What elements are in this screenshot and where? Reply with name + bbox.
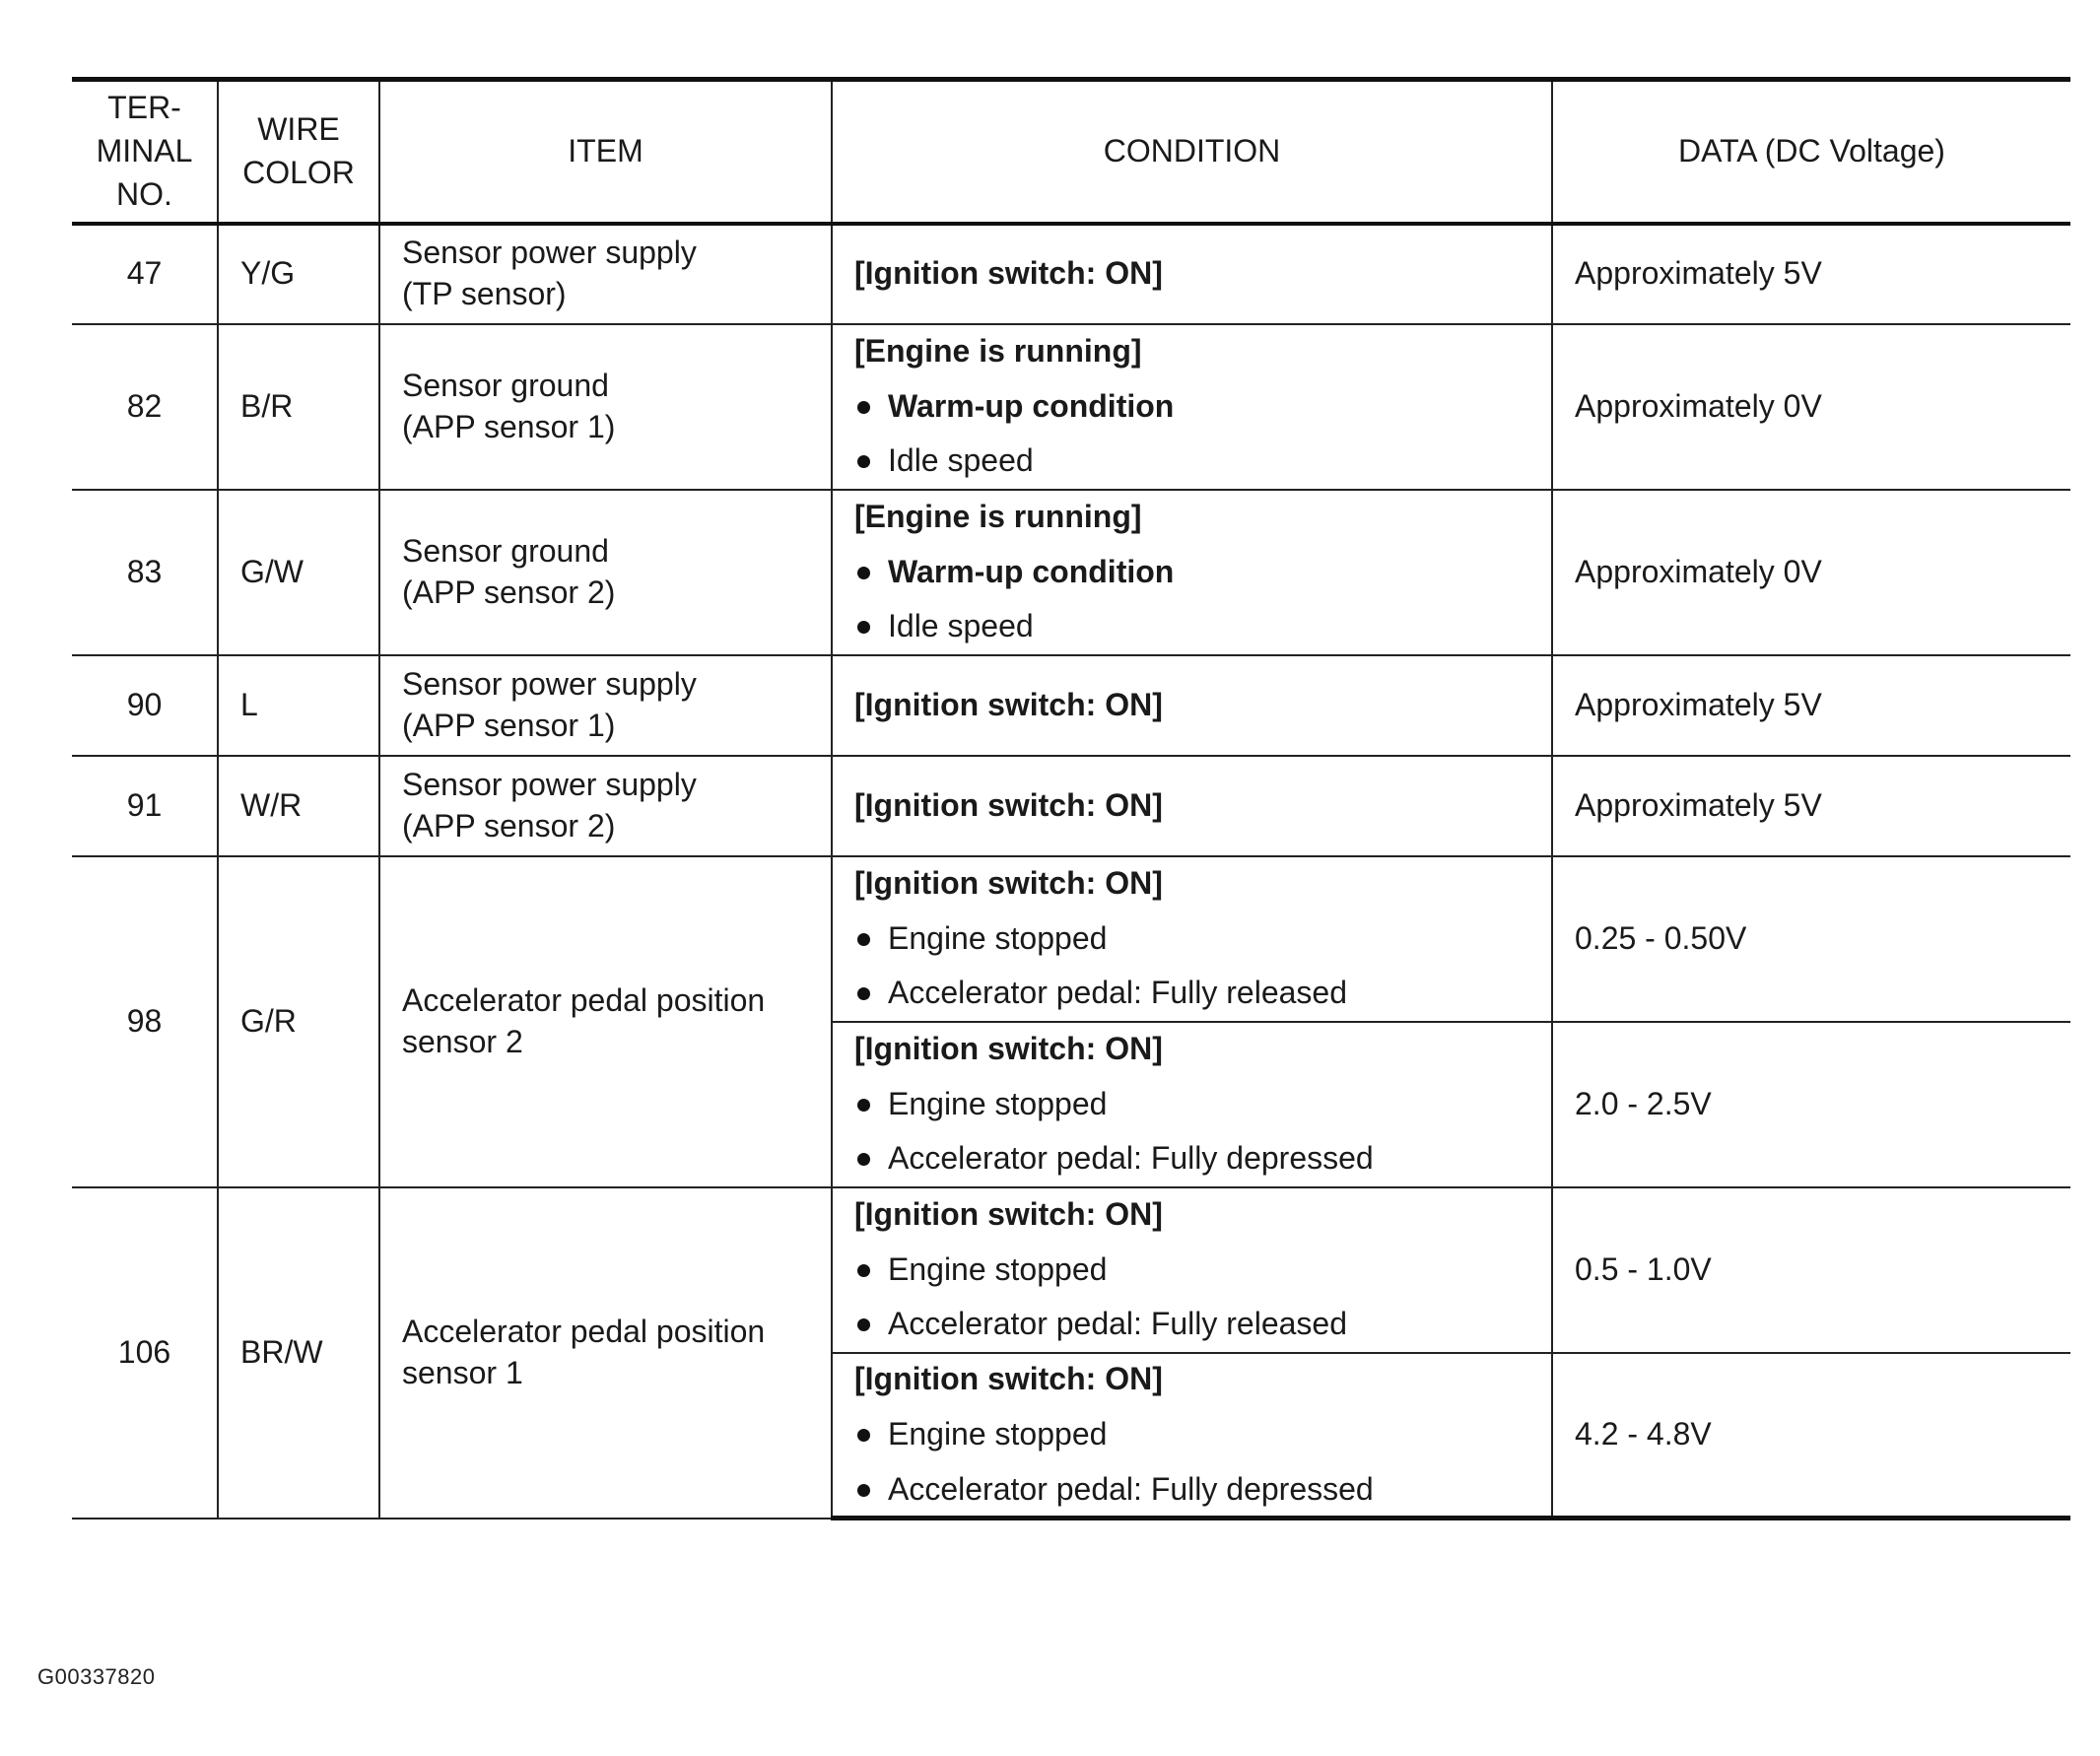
cell-data-voltage: 0.25 - 0.50V [1552,856,2070,1022]
cell-wire-color: W/R [218,756,379,856]
condition-heading: [Engine is running] [854,333,1142,370]
cell-item [379,224,832,324]
item-text-line-2: (APP sensor 1) [402,408,616,444]
cell-wire-color: B/R [218,324,379,490]
cell-terminal-no: 91 [72,756,218,856]
condition-heading: [Ignition switch: ON] [854,1031,1163,1067]
item-text-line-2: (TP sensor) [402,276,567,311]
cell-wire-color: BR/W [218,1187,379,1519]
condition-bullet: Warm-up condition [854,386,1529,428]
figure-id: G00337820 [37,1664,156,1689]
table-row [72,655,2070,756]
item-text-line-1: Sensor ground [402,367,609,403]
condition-bullet: Idle speed [854,440,1529,482]
item-text-line-2: (APP sensor 2) [402,807,616,844]
header-wire-line-1: WIRE [257,111,340,148]
item-text-line-1: Sensor power supply [402,665,697,702]
cell-wire-color: G/R [218,856,379,1187]
cell-item [379,1187,832,1519]
condition-bullet: Engine stopped [854,1249,1529,1291]
cell-wire-color: L [218,655,379,756]
table-row [72,324,2070,490]
cell-terminal-no: 90 [72,655,218,756]
cell-item [379,324,832,490]
header-terminal-line-2: MINAL [96,132,193,169]
condition-heading: [Ignition switch: ON] [854,1361,1163,1397]
condition-bullet-list [854,918,1529,1014]
cell-condition [832,1353,1552,1519]
header-wire-line-2: COLOR [242,154,355,190]
cell-terminal-no: 83 [72,490,218,655]
condition-bullet: Warm-up condition [854,552,1529,593]
condition-heading: [Engine is running] [854,499,1142,535]
header-wire-color [218,80,379,224]
cell-terminal-no: 98 [72,856,218,1187]
table-header-row [72,80,2070,224]
cell-condition [832,655,1552,756]
item-text-line-2: (APP sensor 1) [402,707,616,743]
cell-condition [832,324,1552,490]
condition-bullet: Engine stopped [854,1084,1529,1125]
cell-condition [832,224,1552,324]
header-condition: CONDITION [832,80,1552,224]
condition-heading: [Ignition switch: ON] [854,865,1163,902]
condition-bullet: Accelerator pedal: Fully depressed [854,1469,1529,1511]
cell-terminal-no: 82 [72,324,218,490]
item-text-line-1: Accelerator pedal position [402,1313,766,1349]
condition-bullet-list [854,386,1529,482]
condition-bullet: Accelerator pedal: Fully released [854,1304,1529,1345]
table-body [72,224,2070,1519]
condition-bullet: Accelerator pedal: Fully released [854,973,1529,1014]
condition-heading: [Ignition switch: ON] [854,686,1163,722]
condition-heading: [Ignition switch: ON] [854,1196,1163,1233]
cell-terminal-no: 47 [72,224,218,324]
cell-item [379,856,832,1187]
header-data-dc-voltage: DATA (DC Voltage) [1552,80,2070,224]
cell-wire-color: Y/G [218,224,379,324]
condition-bullet-list [854,1084,1529,1180]
cell-data-voltage: Approximately 0V [1552,324,2070,490]
item-text-line-1: Sensor ground [402,532,609,569]
item-text-line-2: (APP sensor 2) [402,574,616,610]
table-row [72,224,2070,324]
cell-data-voltage: Approximately 5V [1552,224,2070,324]
cell-data-voltage: Approximately 0V [1552,490,2070,655]
cell-item [379,490,832,655]
cell-terminal-no: 106 [72,1187,218,1519]
cell-condition [832,1187,1552,1353]
condition-heading: [Ignition switch: ON] [854,786,1163,823]
cell-data-voltage: Approximately 5V [1552,655,2070,756]
header-item: ITEM [379,80,832,224]
item-text-line-1: Sensor power supply [402,235,697,271]
condition-bullet: Accelerator pedal: Fully depressed [854,1138,1529,1180]
item-text-line-1: Sensor power supply [402,766,697,802]
table-row [72,756,2070,856]
item-text-line-2: sensor 2 [402,1023,523,1059]
condition-bullet: Idle speed [854,606,1529,647]
cell-item [379,655,832,756]
cell-item [379,756,832,856]
header-terminal-no [72,80,218,224]
condition-heading: [Ignition switch: ON] [854,255,1163,292]
table-row [72,1187,2070,1353]
condition-bullet-list [854,552,1529,647]
header-terminal-line-3: NO. [116,175,172,212]
cell-condition [832,1022,1552,1187]
cell-wire-color: G/W [218,490,379,655]
terminal-data-table [72,77,2070,1520]
cell-condition [832,856,1552,1022]
cell-data-voltage: 2.0 - 2.5V [1552,1022,2070,1187]
cell-data-voltage: 0.5 - 1.0V [1552,1187,2070,1353]
cell-condition [832,490,1552,655]
item-text-line-1: Accelerator pedal position [402,981,766,1018]
table-row [72,856,2070,1022]
condition-bullet-list [854,1249,1529,1345]
cell-data-voltage: Approximately 5V [1552,756,2070,856]
table-row [72,490,2070,655]
condition-bullet: Engine stopped [854,1414,1529,1455]
item-text-line-2: sensor 1 [402,1354,523,1390]
condition-bullet-list [854,1414,1529,1510]
condition-bullet: Engine stopped [854,918,1529,960]
cell-data-voltage: 4.2 - 4.8V [1552,1353,2070,1519]
cell-condition [832,756,1552,856]
header-terminal-line-1: TER- [107,90,181,126]
